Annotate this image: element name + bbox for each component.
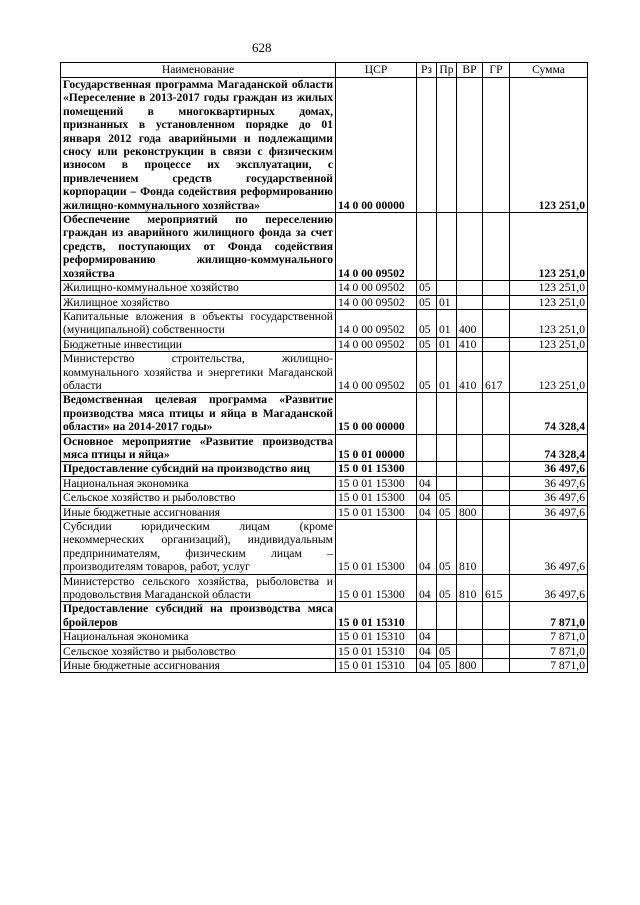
- table-row: [61, 574, 588, 602]
- header-csr: ЦСР: [336, 63, 417, 78]
- cell-vr: [457, 434, 483, 462]
- cell-pr: 05: [437, 491, 457, 505]
- cell-gr: [483, 462, 510, 476]
- cell-pr: [437, 476, 457, 490]
- cell-pr: [437, 281, 457, 295]
- cell-name: Государственная программа Магаданской области «Переселение в 2013-2017 годы граждан из жилых помещений в многоквартирных домах, признанных в установленном порядке до 01 января 2012 года аварийными и подлежащими сносу или реконструкции в связи с физическим износом в процессе их эксплуатации, с привлечением средств государственной корпорации – Фонда содействия реформированию жилищно-коммунального хозяйства»: [61, 78, 336, 213]
- cell-pr: [437, 393, 457, 434]
- cell-rz: 05: [417, 352, 437, 393]
- cell-vr: [457, 644, 483, 658]
- cell-csr: 14 0 00 09502: [336, 309, 417, 337]
- cell-gr: [483, 644, 510, 658]
- cell-pr: [437, 602, 457, 630]
- cell-vr: [457, 78, 483, 213]
- cell-rz: [417, 462, 437, 476]
- cell-vr: 800: [457, 659, 483, 673]
- cell-vr: [457, 630, 483, 644]
- cell-csr: 15 0 01 15310: [336, 659, 417, 673]
- cell-sum: 123 251,0: [510, 78, 588, 213]
- cell-name: Бюджетные инвестиции: [61, 337, 336, 351]
- cell-csr: 14 0 00 09502: [336, 337, 417, 351]
- budget-table: [60, 62, 588, 673]
- cell-rz: [417, 434, 437, 462]
- cell-name: Министерство строительства, жилищно-коммунального хозяйства и энергетики Магаданской области: [61, 352, 336, 393]
- cell-csr: 14 0 00 00000: [336, 78, 417, 213]
- cell-name: Капитальные вложения в объекты государственной (муниципальной) собственности: [61, 309, 336, 337]
- cell-gr: [483, 659, 510, 673]
- cell-pr: [437, 213, 457, 281]
- cell-csr: 15 0 01 15300: [336, 476, 417, 490]
- cell-sum: 36 497,6: [510, 491, 588, 505]
- page-number: 628: [252, 40, 272, 55]
- cell-sum: 123 251,0: [510, 352, 588, 393]
- cell-vr: 810: [457, 574, 483, 602]
- header-gr: ГР: [483, 63, 510, 78]
- cell-csr: 14 0 00 09502: [336, 295, 417, 309]
- cell-name: Иные бюджетные ассигнования: [61, 659, 336, 673]
- cell-name: Иные бюджетные ассигнования: [61, 505, 336, 519]
- cell-rz: 04: [417, 644, 437, 658]
- cell-name: Предоставление субсидий на производства мяса бройлеров: [61, 602, 336, 630]
- cell-csr: 15 0 01 00000: [336, 434, 417, 462]
- table-row: [61, 476, 588, 490]
- cell-gr: [483, 630, 510, 644]
- cell-csr: 15 0 01 15300: [336, 505, 417, 519]
- cell-csr: 15 0 01 15300: [336, 491, 417, 505]
- cell-gr: [483, 213, 510, 281]
- cell-sum: 36 497,6: [510, 462, 588, 476]
- cell-pr: 01: [437, 295, 457, 309]
- cell-csr: 15 0 01 15310: [336, 630, 417, 644]
- cell-rz: [417, 213, 437, 281]
- cell-csr: 14 0 00 09502: [336, 281, 417, 295]
- cell-gr: [483, 505, 510, 519]
- cell-vr: [457, 295, 483, 309]
- cell-gr: [483, 393, 510, 434]
- table-row: [61, 352, 588, 393]
- cell-vr: [457, 213, 483, 281]
- cell-rz: 05: [417, 337, 437, 351]
- table-body: [61, 78, 588, 673]
- cell-name: Сельское хозяйство и рыболовство: [61, 491, 336, 505]
- table-row: [61, 602, 588, 630]
- cell-csr: 15 0 01 15300: [336, 574, 417, 602]
- cell-gr: [483, 520, 510, 575]
- cell-sum: 123 251,0: [510, 213, 588, 281]
- cell-vr: [457, 462, 483, 476]
- cell-sum: 123 251,0: [510, 309, 588, 337]
- cell-sum: 7 871,0: [510, 630, 588, 644]
- cell-name: Жилищно-коммунальное хозяйство: [61, 281, 336, 295]
- cell-rz: 04: [417, 491, 437, 505]
- cell-name: Ведомственная целевая программа «Развитие производства мяса птицы и яйца в Магаданской области» на 2014-2017 годы»: [61, 393, 336, 434]
- cell-gr: [483, 295, 510, 309]
- cell-rz: 05: [417, 281, 437, 295]
- cell-vr: [457, 491, 483, 505]
- cell-rz: [417, 393, 437, 434]
- cell-pr: [437, 630, 457, 644]
- table-row: [61, 491, 588, 505]
- header-sum: Сумма: [510, 63, 588, 78]
- cell-pr: 01: [437, 337, 457, 351]
- cell-sum: 123 251,0: [510, 295, 588, 309]
- cell-csr: 15 0 01 15310: [336, 644, 417, 658]
- table-row: [61, 213, 588, 281]
- cell-rz: 04: [417, 574, 437, 602]
- cell-name: Национальная экономика: [61, 630, 336, 644]
- table-row: [61, 434, 588, 462]
- cell-pr: [437, 434, 457, 462]
- table-row: [61, 520, 588, 575]
- table-row: [61, 659, 588, 673]
- cell-rz: 04: [417, 476, 437, 490]
- cell-gr: [483, 602, 510, 630]
- cell-name: Национальная экономика: [61, 476, 336, 490]
- table-row: [61, 462, 588, 476]
- cell-sum: 36 497,6: [510, 520, 588, 575]
- cell-rz: 04: [417, 659, 437, 673]
- cell-csr: 15 0 00 00000: [336, 393, 417, 434]
- cell-rz: 05: [417, 309, 437, 337]
- cell-gr: [483, 434, 510, 462]
- cell-csr: 14 0 00 09502: [336, 352, 417, 393]
- table-row: [61, 505, 588, 519]
- cell-name: Сельское хозяйство и рыболовство: [61, 644, 336, 658]
- cell-rz: 04: [417, 520, 437, 575]
- cell-name: Жилищное хозяйство: [61, 295, 336, 309]
- table-header-row: [61, 63, 588, 78]
- header-rz: Рз: [417, 63, 437, 78]
- cell-csr: 15 0 01 15300: [336, 462, 417, 476]
- cell-pr: 01: [437, 309, 457, 337]
- header-vr: ВР: [457, 63, 483, 78]
- cell-pr: [437, 462, 457, 476]
- cell-sum: 123 251,0: [510, 281, 588, 295]
- cell-sum: 36 497,6: [510, 574, 588, 602]
- cell-gr: [483, 476, 510, 490]
- cell-vr: [457, 281, 483, 295]
- cell-sum: 7 871,0: [510, 602, 588, 630]
- cell-pr: 05: [437, 574, 457, 602]
- cell-gr: [483, 337, 510, 351]
- cell-name: Обеспечение мероприятий по переселению граждан из аварийного жилищного фонда за счет средств, поступающих от Фонда содействия реформированию жилищно-коммунального хозяйства: [61, 213, 336, 281]
- table-row: [61, 78, 588, 213]
- cell-name: Субсидии юридическим лицам (кроме некоммерческих организаций), индивидуальным предпринимателям, физическим лицам – производителям товаров, работ, услуг: [61, 520, 336, 575]
- cell-rz: [417, 78, 437, 213]
- cell-vr: 410: [457, 337, 483, 351]
- cell-sum: 74 328,4: [510, 393, 588, 434]
- cell-sum: 7 871,0: [510, 644, 588, 658]
- cell-pr: 05: [437, 505, 457, 519]
- cell-sum: 123 251,0: [510, 337, 588, 351]
- cell-pr: 01: [437, 352, 457, 393]
- cell-gr: 615: [483, 574, 510, 602]
- cell-vr: 410: [457, 352, 483, 393]
- cell-csr: 14 0 00 09502: [336, 213, 417, 281]
- header-pr: Пр: [437, 63, 457, 78]
- cell-vr: 800: [457, 505, 483, 519]
- cell-csr: 15 0 01 15300: [336, 520, 417, 575]
- table-row: [61, 281, 588, 295]
- cell-vr: [457, 602, 483, 630]
- cell-gr: [483, 281, 510, 295]
- cell-vr: 810: [457, 520, 483, 575]
- cell-sum: 36 497,6: [510, 476, 588, 490]
- table-row: [61, 309, 588, 337]
- cell-pr: 05: [437, 520, 457, 575]
- table-row: [61, 295, 588, 309]
- table-row: [61, 630, 588, 644]
- cell-name: Основное мероприятие «Развитие производства мяса птицы и яйца»: [61, 434, 336, 462]
- table-row: [61, 337, 588, 351]
- header-name: Наименование: [61, 63, 336, 78]
- cell-pr: 05: [437, 644, 457, 658]
- cell-vr: [457, 393, 483, 434]
- cell-rz: 04: [417, 505, 437, 519]
- cell-name: Предоставление субсидий на производство яиц: [61, 462, 336, 476]
- cell-sum: 7 871,0: [510, 659, 588, 673]
- cell-rz: [417, 602, 437, 630]
- cell-sum: 74 328,4: [510, 434, 588, 462]
- cell-rz: 04: [417, 630, 437, 644]
- cell-sum: 36 497,6: [510, 505, 588, 519]
- cell-pr: [437, 78, 457, 213]
- cell-vr: 400: [457, 309, 483, 337]
- cell-pr: 05: [437, 659, 457, 673]
- cell-vr: [457, 476, 483, 490]
- cell-gr: 617: [483, 352, 510, 393]
- cell-csr: 15 0 01 15310: [336, 602, 417, 630]
- cell-gr: [483, 491, 510, 505]
- cell-gr: [483, 309, 510, 337]
- cell-gr: [483, 78, 510, 213]
- table-row: [61, 393, 588, 434]
- cell-name: Министерство сельского хозяйства, рыболовства и продовольствия Магаданской области: [61, 574, 336, 602]
- cell-rz: 05: [417, 295, 437, 309]
- table-row: [61, 644, 588, 658]
